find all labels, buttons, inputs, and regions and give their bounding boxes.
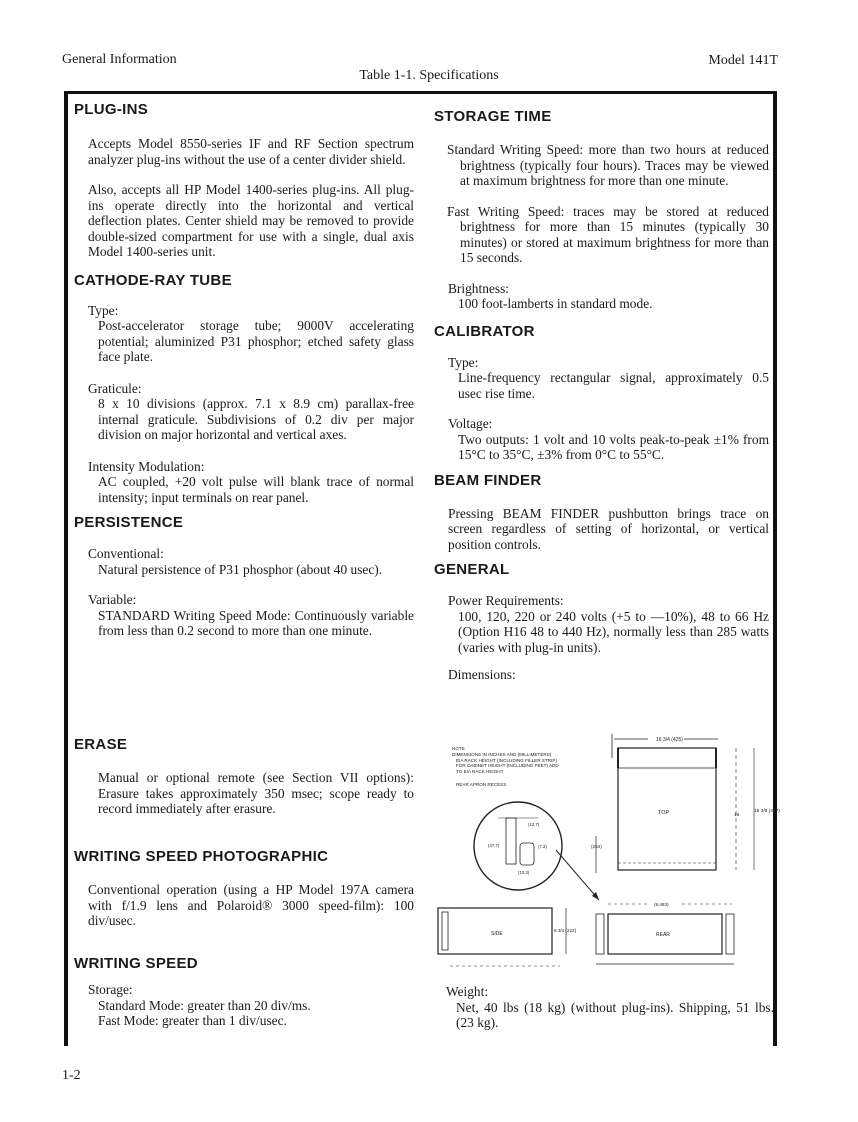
ws-section: [74, 955, 414, 1029]
table-right-rule: [773, 91, 777, 1046]
general-power-text: 100, 120, 220 or 240 volts (+5 to —10%), 48 to 66 Hz (Option H16 48 to 440 Hz), normally less than 285 watts (varies with plug-in units).: [458, 608, 769, 655]
storage-paragraph-1: Standard Writing Speed: more than two hours at reduced brightness (typically four hours). Traces may be viewed at maximum brightness for more than one minute.: [447, 142, 769, 188]
calibrator-heading: CALIBRATOR: [434, 322, 535, 340]
note-line-4: TO EIA RACK HEIGHT: [456, 769, 504, 774]
note-line-3: FOR CABINET HEIGHT (INCLUDING FEET) ADD: [456, 763, 559, 768]
persistence-conv-text: Natural persistence of P31 phosphor (about 40 usec).: [98, 561, 383, 577]
erase-text: Manual or optional remote (see Section VII options): Erasure takes approximately 350 msec; scope ready to record immediately after erasure.: [98, 770, 414, 816]
plugins-heading: PLUG-INS: [74, 101, 149, 118]
side-view-label: SIDE: [491, 931, 503, 937]
crt-intensity-text: AC coupled, +20 volt pulse will blank trace of normal intensity; input terminals on rear panel.: [98, 474, 414, 505]
note-title: NOTE: [452, 746, 465, 751]
detail-dim-c: (12.7): [528, 822, 540, 827]
left-column: [74, 101, 414, 639]
storage-bright-text: 100 foot-lamberts in standard mode.: [458, 296, 653, 311]
dim-side-height: 8 3/4 (222): [554, 928, 577, 933]
erase-heading: ERASE: [74, 736, 128, 753]
table-top-rule: [65, 91, 777, 94]
wsp-section: [74, 848, 414, 929]
wsp-text: Conventional operation (using a HP Model 197A camera with f/1.9 lens and Polaroid® 3000 speed-film): 100 div/usec.: [88, 882, 414, 928]
dim-10: (254): [591, 844, 602, 849]
header-section-title: General Information: [62, 52, 177, 67]
persistence-heading: PERSISTENCE: [74, 514, 184, 531]
calibrator-volt-label: Voltage:: [448, 416, 493, 431]
ws-fast: Fast Mode: greater than 1 div/usec.: [98, 1013, 287, 1028]
crt-graticule-label: Graticule:: [88, 380, 142, 396]
persistence-var-text: STANDARD Writing Speed Mode: Continuously variable from less than 0.2 second to more than one minute.: [98, 607, 414, 638]
right-column: [434, 108, 769, 683]
top-view-label: TOP: [658, 810, 670, 816]
detail-dim-b: (7.2): [538, 844, 547, 849]
weight-section: [446, 984, 774, 1031]
storage-paragraph-2: Fast Writing Speed: traces may be stored at reduced brightness for more than 15 minutes (typically 30 minutes) or stored at maximum brightness for more than 15 seconds.: [447, 203, 769, 265]
dim-rear-width: (9.483): [654, 902, 669, 907]
wsp-heading: WRITING SPEED PHOTOGRAPHIC: [74, 848, 329, 865]
ws-storage-label: Storage:: [88, 982, 133, 997]
calibrator-volt-text: Two outputs: 1 volt and 10 volts peak-to-peak ±1% from 15°C to 35°C, ±3% from 0°C to 55°C.: [458, 431, 769, 462]
table-left-rule: [64, 91, 68, 1046]
detail-dim-d: (10.3): [518, 870, 530, 875]
plugins-paragraph-1: Accepts Model 8550-series IF and RF Section spectrum analyzer plug-ins without the use of a center divider shield.: [88, 136, 414, 167]
dim-depth: 18 3/8 (467): [754, 809, 780, 814]
crt-graticule-text: 8 x 10 divisions (approx. 7.1 x 8.9 cm) parallax-free internal graticule. Subdivisions of 0.2 div per major division on major horizontal and vertical axes.: [98, 396, 414, 442]
table-title: Table 1-1. Specifications: [359, 68, 499, 83]
dimensions-drawing: [436, 728, 780, 974]
crt-heading: CATHODE-RAY TUBE: [74, 271, 232, 289]
persistence-conv-label: Conventional:: [88, 546, 164, 561]
rear-view-label: REAR: [656, 932, 670, 938]
calibrator-type-label: Type:: [448, 354, 479, 370]
storage-bright-label: Brightness:: [448, 280, 510, 296]
erase-section: [74, 736, 414, 817]
ws-heading: WRITING SPEED: [74, 955, 198, 972]
plugins-paragraph-2: Also, accepts all HP Model 1400-series plug-ins. All plug-ins operate directly into the horizontal and vertical deflection plates. Center shield may be removed to provide double-sized compartment for use with a single, dual axis Model 1400-series unit.: [88, 182, 414, 259]
general-heading: GENERAL: [434, 561, 510, 578]
persistence-var-label: Variable:: [88, 592, 137, 607]
beam-text: Pressing BEAM FINDER pushbutton brings trace on screen regardless of setting of horizontal, or vertical position controls.: [448, 505, 769, 552]
weight-text: Net, 40 lbs (18 kg) (without plug-ins). Shipping, 51 lbs. (23 kg).: [456, 999, 774, 1030]
detail-dim-a: (37.7): [488, 843, 500, 848]
dim-16: 16: [734, 813, 740, 818]
header-model: Model 141T: [708, 53, 778, 68]
crt-intensity-label: Intensity Modulation:: [88, 458, 205, 474]
top-view-box: [618, 748, 716, 870]
calibrator-type-text: Line-frequency rectangular signal, approximately 0.5 usec rise time.: [458, 370, 769, 401]
ws-standard: Standard Mode: greater than 20 div/ms.: [98, 997, 311, 1013]
dim-top-width: 16 3/4 (425): [656, 737, 683, 743]
page-number: 1-2: [62, 1068, 81, 1083]
crt-type-label: Type:: [88, 302, 119, 318]
general-dim-label: Dimensions:: [448, 667, 516, 682]
note-line-2: EIA RACK HEIGHT (INCLUDING FILLER STRIP): [456, 758, 557, 763]
storage-heading: STORAGE TIME: [434, 108, 552, 125]
beam-heading: BEAM FINDER: [434, 471, 542, 489]
general-power-label: Power Requirements:: [448, 593, 564, 608]
note-line-1: DIMENSIONS IN INCHES AND (MILLIMETERS): [452, 752, 552, 757]
note-line-5: REAR APRON RECESS: [456, 782, 507, 787]
weight-label: Weight:: [446, 984, 489, 999]
crt-type-text: Post-accelerator storage tube; 9000V accelerating potential; aluminized P31 phosphor; etched safety glass face plate.: [98, 318, 414, 364]
